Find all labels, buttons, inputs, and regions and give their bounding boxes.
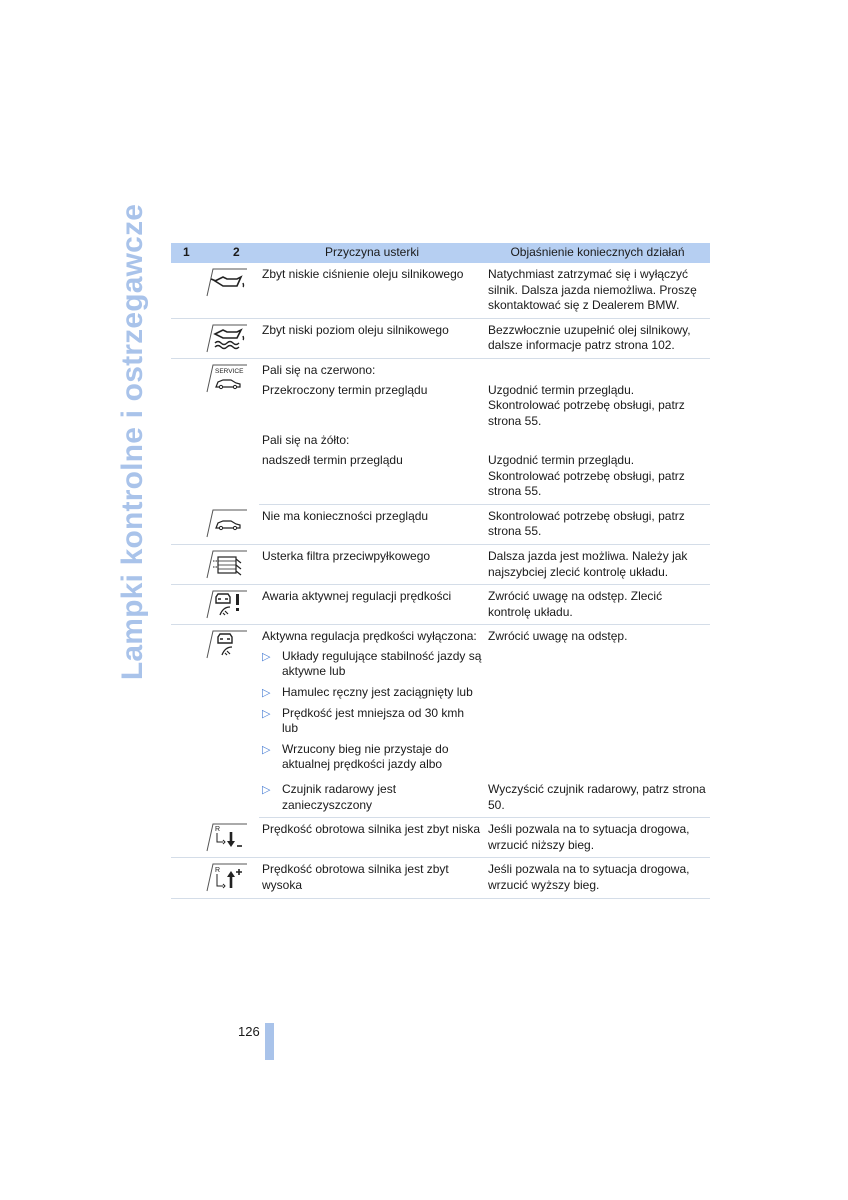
bullet-list	[262, 782, 482, 813]
list-item: ▷ Wrzucony bieg nie przystaje do aktualnej prędkości jazdy albo	[262, 741, 449, 772]
oil-pressure-icon	[203, 267, 247, 297]
cause-cell: Usterka filtra przeciwpyłkowego	[259, 544, 485, 584]
service-label: SERVICE	[215, 367, 244, 375]
cause-cell: Pali się na żółto:	[262, 433, 350, 448]
shift-up-icon	[203, 862, 247, 892]
icon-cell	[171, 544, 259, 584]
triangle-bullet-icon: ▷	[262, 743, 271, 756]
table-header-row	[171, 243, 710, 263]
icon-cell	[171, 358, 259, 504]
list-item: ▷ Czujnik radarowy jest zanieczyszczony	[262, 782, 397, 812]
action-cell: Dalsza jazda jest możliwa. Należy jak najszybciej zlecić kontrolę układu.	[485, 544, 710, 584]
list-item: ▷ Hamulec ręczny jest zaciągnięty lub	[262, 685, 482, 701]
icon-cell	[171, 585, 259, 625]
cause-heading: Aktywna regulacja prędkości wyłączona:	[262, 629, 477, 644]
action-cell: Skontrolować potrzebę obsługi, patrz strona 55.	[485, 504, 710, 544]
header-col-action: Objaśnienie koniecznych działań	[485, 243, 710, 263]
oil-level-icon	[203, 323, 247, 353]
cause-cell: Przekroczony termin przeglądu	[262, 382, 428, 397]
action-cell: Uzgodnić termin przeglądu. Skontrolować potrzebę obsługi, patrz strona 55.	[488, 382, 685, 428]
action-cell: Natychmiast zatrzymać się i wyłączyć silnik. Dalsza jazda niemożliwa. Proszę skontaktować się z Dealerem BMW.	[485, 263, 710, 318]
warning-lights-table	[171, 243, 710, 899]
action-cell: Zwrócić uwagę na odstęp.	[488, 629, 628, 644]
gear-r-label: R	[215, 867, 221, 875]
table-row	[171, 625, 710, 782]
action-cell: Uzgodnić termin przeglądu. Skontrolować potrzebę obsługi, patrz strona 55.	[485, 453, 710, 504]
table-row	[171, 504, 710, 544]
gear-r-label: R	[215, 825, 221, 833]
icon-cell	[171, 263, 259, 318]
action-cell: Jeśli pozwala na to sytuacja drogowa, wrzucić niższy bieg.	[485, 818, 710, 858]
table-row	[171, 318, 710, 358]
action-cell: Jeśli pozwala na to sytuacja drogowa, wrzucić wyższy bieg.	[485, 858, 710, 898]
table-row	[171, 358, 710, 382]
bullet-list	[262, 649, 482, 773]
cause-cell	[259, 782, 485, 818]
triangle-bullet-icon: ▷	[262, 650, 271, 663]
car-service-ok-icon	[203, 508, 247, 538]
icon-cell	[171, 318, 259, 358]
cause-cell: Awaria aktywnej regulacji prędkości	[259, 585, 485, 625]
list-item: ▷ Układy regulujące stabilność jazdy są aktywne lub	[262, 648, 482, 679]
shift-down-icon	[203, 822, 247, 852]
cause-cell: Zbyt niskie ciśnienie oleju silnikowego	[259, 263, 485, 318]
cruise-control-off-icon	[203, 629, 247, 659]
action-cell	[485, 358, 710, 382]
action-cell	[485, 433, 710, 453]
header-col-cause: Przyczyna usterki	[259, 243, 485, 263]
list-item: ▷ Prędkość jest mniejsza od 30 kmh lub	[262, 705, 465, 736]
action-cell: Wyczyścić czujnik radarowy, patrz strona 50.	[485, 782, 710, 818]
header-col-2: 2	[233, 245, 240, 260]
icon-cell	[171, 818, 259, 858]
cause-cell: Zbyt niski poziom oleju silnikowego	[259, 318, 485, 358]
triangle-bullet-icon: ▷	[262, 784, 271, 797]
side-section-title-text: Lampki kontrolne i ostrzegawcze	[116, 203, 149, 681]
action-cell: Zwrócić uwagę na odstęp. Zlecić kontrolę układu.	[485, 585, 710, 625]
cause-cell: Prędkość obrotowa silnika jest zbyt niska	[259, 818, 485, 858]
triangle-bullet-icon: ▷	[262, 707, 271, 720]
cause-cell: nadszedł termin przeglądu	[259, 453, 485, 504]
cause-cell: Prędkość obrotowa silnika jest zbyt wysoka	[259, 858, 485, 898]
cause-cell	[259, 625, 485, 782]
service-car-icon	[203, 363, 247, 393]
action-cell: Bezzwłocznie uzupełnić olej silnikowy, dalsze informacje patrz strona 102.	[485, 318, 710, 358]
page-number: 126	[238, 1024, 260, 1039]
icon-cell	[171, 625, 259, 818]
icon-cell	[171, 504, 259, 544]
cause-cell: Nie ma konieczności przeglądu	[259, 504, 485, 544]
cruise-control-failure-icon	[203, 589, 247, 619]
icon-cell	[171, 858, 259, 898]
table-row	[171, 263, 710, 318]
header-col-1: 1 2	[171, 243, 259, 263]
table-row	[171, 858, 710, 898]
cause-cell: Pali się na czerwono:	[262, 362, 376, 377]
page-marker-bar	[265, 1023, 274, 1060]
table-row	[171, 818, 710, 858]
pollen-filter-icon	[203, 549, 247, 579]
triangle-bullet-icon: ▷	[262, 687, 271, 700]
table-row	[171, 585, 710, 625]
table-row	[171, 544, 710, 584]
side-section-title	[115, 203, 151, 681]
